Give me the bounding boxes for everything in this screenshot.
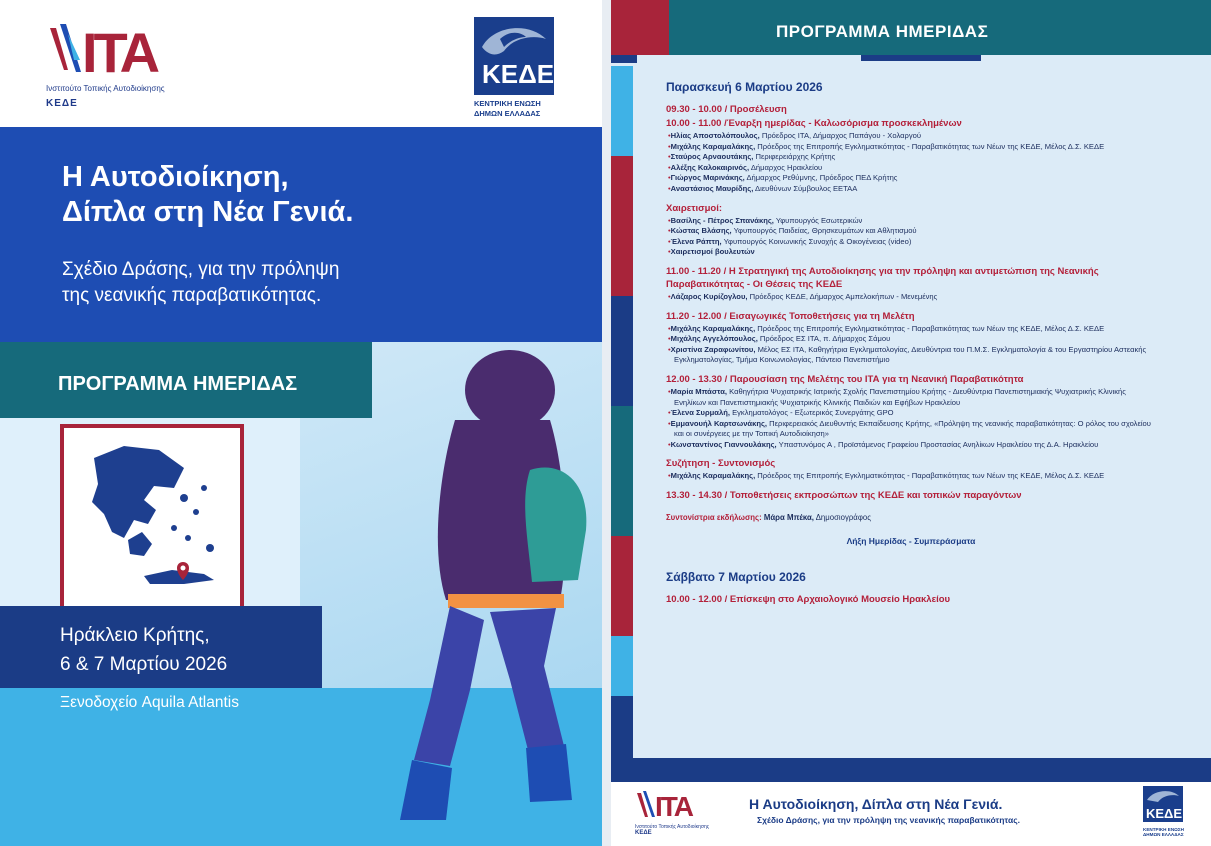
stripe-crimson-2 — [611, 536, 633, 636]
list-item: • Μιχάλης Καραμαλάκης, Πρόεδρος της Επιτροπής Εγκληματικότητας - Παραβατικότητας των Νέων της ΚΕΔΕ, Μέλος Δ.Σ. ΚΕΔΕ — [666, 142, 1156, 153]
footer-kede-line1: ΚΕΝΤΡΙΚΗ ΕΝΩΣΗ — [1143, 827, 1184, 832]
day1-heading: Παρασκευή 6 Μαρτίου 2026 — [666, 80, 823, 94]
presentation-speakers — [666, 387, 1156, 451]
header-accent — [611, 0, 669, 55]
cover-subtitle-line1: Σχέδιο Δράσης, για την πρόληψη — [62, 259, 340, 280]
footer-band — [611, 758, 1211, 782]
cover-subtitle — [62, 257, 462, 309]
kede-logo — [474, 17, 558, 121]
ita-kede-text: ΚΕΔΕ — [46, 98, 78, 109]
ita-logo-mark — [46, 20, 171, 78]
closing-line: Λήξη Ημερίδας - Συμπεράσματα — [846, 536, 976, 547]
kede-logo-box — [474, 17, 554, 95]
list-item: • Γιώργος Μαρινάκης, Δήμαρχος Ρεθύμνης, Πρόεδρος ΠΕΔ Κρήτης — [666, 173, 1156, 184]
list-item: • Βασίλης - Πέτρος Σπανάκης, Υφυπουργός Εσωτερικών — [666, 216, 1156, 227]
header-accent-bar — [611, 55, 637, 63]
footer-ita-logo — [635, 789, 710, 837]
stripe-navy-2 — [611, 696, 633, 758]
slot-museum: 10.00 - 12.00 / Επίσκεψη στο Αρχαιολογικό Μουσείο Ηρακλείου — [666, 594, 951, 606]
event-venue: Ξενοδοχείο Aquila Atlantis — [60, 694, 239, 711]
list-item: • Κωνσταντίνος Γιαννουλάκης, Υπαστυνόμος Α , Προϊστάμενος Γραφείου Προστασίας Ανηλίκων Ηρακλείου της Δ.Α. Ηρακλείου — [666, 440, 1156, 451]
slot-presentation: 12.00 - 13.30 / Παρουσίαση της Μελέτης του ΙΤΑ για τη Νεανική Παραβατικότητα — [666, 373, 1024, 385]
kede-logo-line1: ΚΕΝΤΡΙΚΗ ΕΝΩΣΗ — [474, 99, 541, 108]
ita-logo-letters: ΙΤΑ — [82, 21, 157, 78]
slot-statements: 13.30 - 14.30 / Τοποθετήσεις εκπροσώπων της ΚΕΔΕ και τοπικών παραγόντων — [666, 490, 1022, 502]
program-title: ΠΡΟΓΡΑΜΜΑ ΗΜΕΡΙΔΑΣ — [58, 373, 298, 395]
teen-figure-illustration — [360, 350, 602, 846]
intro-speakers — [666, 324, 1156, 366]
event-dates: 6 & 7 Μαρτίου 2026 — [60, 654, 228, 675]
list-item: • Χριστίνα Ζαραφωνίτου, Μέλος ΕΣ ΙΤΑ, Καθηγήτρια Εγκληματολογίας, Διευθύντρια του Π.Μ.Σ. Εγκληματολογία & του Εργαστηρίου Αστεακής Εγκληματολογίας, Τμήμα Κοινωνιολογίας, Πάντειο Πανεπιστήμιο — [666, 345, 1156, 366]
kede-logo-line2: ΔΗΜΩΝ ΕΛΛΑΔΑΣ — [474, 109, 541, 118]
event-city: Ηράκλειο Κρήτης, — [60, 625, 210, 646]
list-item: • Αναστάσιος Μαυρίδης, Διευθύνων Σύμβουλος ΕΕΤΑΑ — [666, 184, 1156, 195]
ita-institute-text: Ινστιτούτο Τοπικής Αυτοδιοίκησης — [46, 84, 165, 93]
kede-logo-letters: ΚΕΔΕ — [482, 59, 554, 89]
page-divider — [602, 0, 611, 846]
footer-ita-kede: ΚΕΔΕ — [635, 830, 652, 836]
footer-kede-line2: ΔΗΜΩΝ ΕΛΛΑΔΑΣ — [1143, 832, 1184, 837]
program-header-title: ΠΡΟΓΡΑΜΜΑ ΗΜΕΡΙΔΑΣ — [776, 22, 989, 41]
ita-logo — [46, 20, 186, 112]
stripe-navy — [611, 296, 633, 406]
svg-text:ΙΤΑ: ΙΤΑ — [655, 791, 693, 819]
cover-title — [62, 160, 482, 230]
day2-heading: Σάββατο 7 Μαρτίου 2026 — [666, 570, 806, 585]
svg-text:ΚΕΔΕ: ΚΕΔΕ — [1146, 806, 1183, 821]
stripe-crimson — [611, 156, 633, 296]
list-item: • Ηλίας Αποστολόπουλος, Πρόεδρος ΙΤΑ, Δήμαρχος Παπάγου - Χολαργού — [666, 131, 1156, 142]
greece-map-illustration — [64, 428, 240, 606]
list-item: • Μιχάλης Καραμαλάκης, Πρόεδρος της Επιτροπής Εγκληματικότητας - Παραβατικότητας των Νέων της ΚΕΔΕ, Μέλος Δ.Σ. ΚΕΔΕ — [666, 324, 1156, 335]
stripe-sky-2 — [611, 636, 633, 696]
list-item: • Σταύρος Αρναουτάκης, Περιφερειάρχης Κρήτης — [666, 152, 1156, 163]
list-item: • Μιχάλης Αγγελόπουλος, Πρόεδρος ΕΣ ΙΤΑ, π. Δήμαρχος Σάμου — [666, 334, 1156, 345]
cover-title-line1: Η Αυτοδιοίκηση, — [62, 161, 289, 193]
greece-map — [60, 424, 244, 610]
list-item: • Έλενα Ράπτη, Υφυπουργός Κοινωνικής Συνοχής & Οικογένειας (video) — [666, 237, 1156, 248]
cover-title-line2: Δίπλα στη Νέα Γενιά. — [62, 196, 354, 228]
slot-opening: 10.00 - 11.00 /Έναρξη ημερίδας - Καλωσόρισμα προσκεκλημένων — [666, 118, 962, 129]
list-item: • Χαιρετισμοί βουλευτών — [666, 247, 1156, 258]
footer-subtitle: Σχέδιο Δράσης, για την πρόληψη της νεανικής παραβατικότητας. — [757, 815, 1020, 825]
program-content — [666, 80, 1156, 607]
moderator-line: Συντονίστρια εκδήλωσης: Μάρα Μπέκα, Δημοσιογράφος — [666, 513, 871, 523]
list-item: • Μαρία Μπάστα, Καθηγήτρια Ψυχιατρικής Ιατρικής Σχολής Πανεπιστημίου Κρήτης - Διευθύντρια Πανεπιστημιακής Ψυχιατρικής Κλινικής Ενηλίκων και Πανεπιστημιακής Ψυχιατρικής Κλινικής Παιδιών και Εφήβων Ηρακλείου — [666, 387, 1156, 408]
slot-intro: 11.20 - 12.00 / Εισαγωγικές Τοποθετήσεις για τη Μελέτη — [666, 310, 915, 322]
list-item: • Μιχάλης Καραμαλάκης, Πρόεδρος της Επιτροπής Εγκληματικότητας - Παραβατικότητας των Νέων της ΚΕΔΕ, Μέλος Δ.Σ. ΚΕΔΕ — [666, 471, 1156, 482]
greetings-list — [666, 216, 1156, 258]
header-accent-bar-2 — [861, 55, 981, 61]
list-item: • Κώστας Βλάσης, Υφυπουργός Παιδείας, Θρησκευμάτων και Αθλητισμού — [666, 226, 1156, 237]
stripe-sky — [611, 66, 633, 156]
footer-kede-logo — [1143, 786, 1193, 842]
slot-arrival: 09.30 - 10.00 / Προσέλευση — [666, 104, 787, 115]
opening-speakers — [666, 131, 1156, 195]
list-item: • Εμμανουήλ Καρτσωνάκης, Περιφερειακός Διευθυντής Εκπαίδευσης Κρήτης, «Πρόληψη της νεανικής παραβατικότητας: Ο ρόλος του σχολείου και οι συνέργειες με την Τοπική Αυτοδιοίκηση» — [666, 419, 1156, 440]
slot-discussion: Συζήτηση - Συντονισμός — [666, 458, 776, 470]
stripe-teal — [611, 406, 633, 536]
program-page — [611, 0, 1211, 846]
slot-strategy: 11.00 - 11.20 / Η Στρατηγική της Αυτοδιοίκησης για την πρόληψη και αντιμετώπιση της Νεανικής Παραβατικότητας - Οι Θέσεις της ΚΕΔΕ — [666, 265, 1099, 290]
cover-subtitle-line2: της νεανικής παραβατικότητας. — [62, 285, 322, 306]
footer-ita-institute: Ινστιτούτο Τοπικής Αυτοδιοίκησης — [635, 824, 710, 830]
list-item: • Αλέξης Καλοκαιρινός, Δήμαρχος Ηρακλείου — [666, 163, 1156, 174]
slot-greetings: Χαιρετισμοί: — [666, 202, 722, 214]
list-item: • Έλενα Συρμαλή, Εγκληματολόγος - Εξωτερικός Συνεργάτης GPO — [666, 408, 1156, 419]
list-item: • Λάζαρος Κυρίζογλου, Πρόεδρος ΚΕΔΕ, Δήμαρχος Αμπελοκήπων - Μενεμένης — [666, 292, 1156, 303]
footer-title: Η Αυτοδιοίκηση, Δίπλα στη Νέα Γενιά. — [749, 796, 1003, 812]
cover-page — [0, 0, 602, 846]
